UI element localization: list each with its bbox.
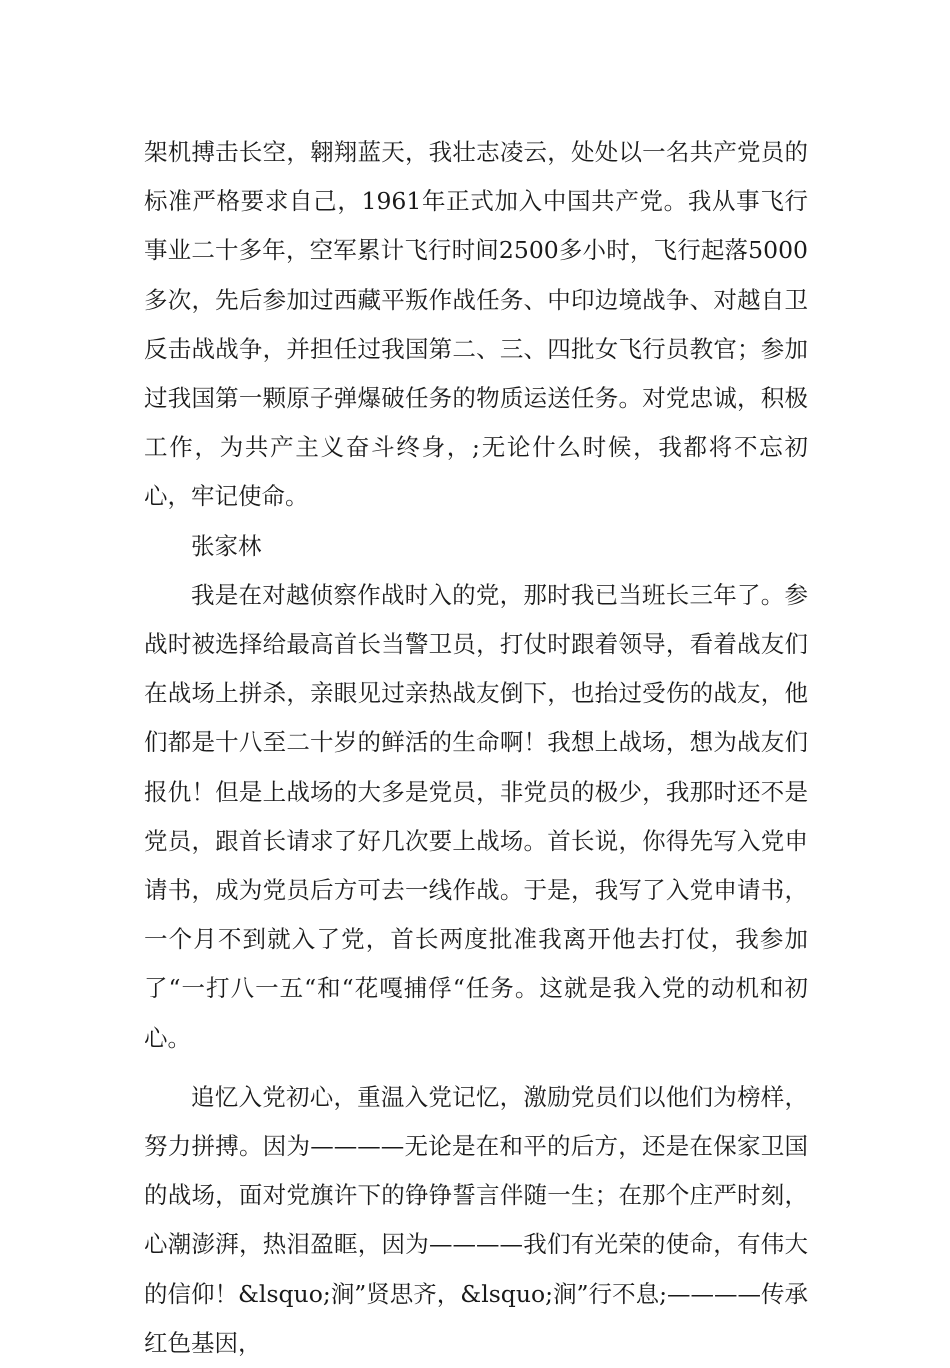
person-name: 张家林 <box>191 531 262 560</box>
paragraph-original-aspiration: 追忆入党初心，重温入党记忆，激励党员们以他们为榜样，努力拼搏。因为————无论是在和平的后方，还是在保家卫国的战场，面对党旗许下的铮铮誓言伴随一生；在那个庄严时刻，心潮澎湃，热泪盈眶，因为————我们有光荣的使命，有伟大的信仰！&lsquo;涧”贤思齐，&lsquo;涧”行不息;————传承红色基因， <box>144 1082 808 1357</box>
document-body <box>144 128 808 1368</box>
paragraph-joining-party: 我是在对越侦察作战时入的党，那时我已当班长三年了。参战时被选择给最高首长当警卫员，打仗时跟着领导，看着战友们在战场上拼杀，亲眼见过亲热战友倒下，也抬过受伤的战友，他们都是十八至二十岁的鲜活的生命啊！我想上战场，想为战友们报仇！但是上战场的大多是党员，非党员的极少，我那时还不是党员，跟首长请求了好几次要上战场。首长说，你得先写入党申请书，成为党员后方可去一线作战。于是，我写了入党申请书，一个月不到就入了党，首长两度批准我离开他去打仗，我参加了“一打八一五“和“花嘎捕俘“任务。这就是我入党的动机和初心。 <box>144 580 808 1052</box>
paragraph-flight-career: 架机搏击长空，翱翔蓝天，我壮志凌云，处处以一名共产党员的标准严格要求自己，1961年正式加入中国共产党。我从事飞行事业二十多年，空军累计飞行时间2500多小时，飞行起落5000多次，先后参加过西藏平叛作战任务、中印边境战争、对越自卫反击战战争，并担任过我国第二、三、四批女飞行员教官；参加过我国第一颗原子弹爆破任务的物质运送任务。对党忠诚，积极工作，为共产主义奋斗终身，;无论什么时候，我都将不忘初心，牢记使命。 <box>144 138 808 511</box>
